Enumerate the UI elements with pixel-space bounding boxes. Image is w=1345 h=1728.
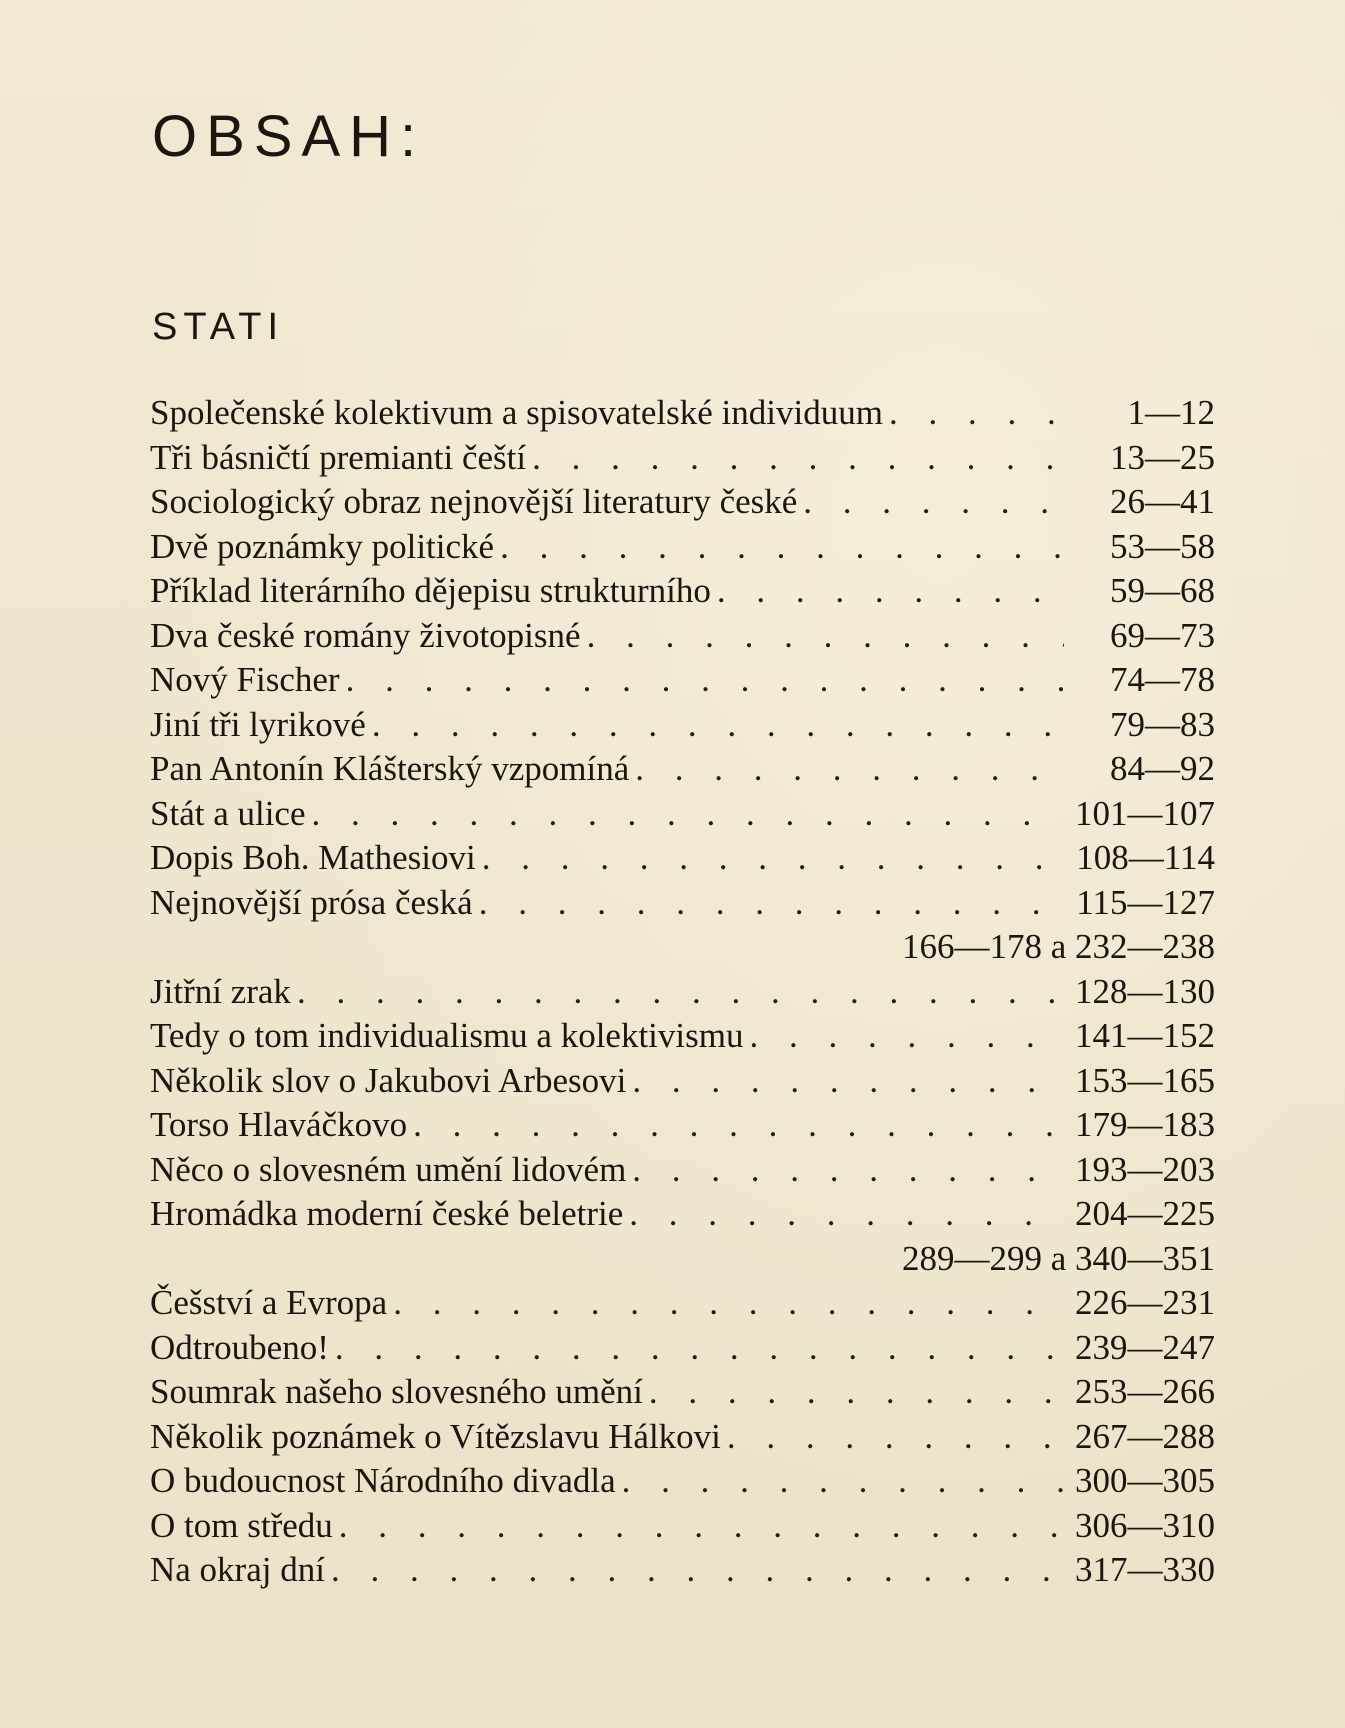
toc-entry	[150, 970, 1215, 1015]
dot-leader	[372, 703, 1064, 748]
toc-entry-title: Stát a ulice	[150, 793, 306, 833]
toc-entry-title: Jiní tři lyrikové	[150, 704, 366, 744]
dot-leader	[335, 1326, 1064, 1371]
dot-leader	[649, 1370, 1064, 1415]
toc-entry	[150, 1548, 1215, 1593]
toc-entry-title: Odtroubeno!	[150, 1327, 329, 1367]
toc-entry-pages: 226—231	[1075, 1283, 1215, 1322]
toc-entry-pages: 108—114	[1076, 838, 1215, 877]
dot-leader	[717, 569, 1064, 614]
toc-entry	[150, 1103, 1215, 1148]
toc-entry	[150, 436, 1215, 481]
toc-entry	[150, 1370, 1215, 1415]
toc-entry	[150, 1415, 1215, 1460]
toc-entry-continuation: 289—299 a 340—351	[901, 1238, 1215, 1278]
toc-entry-title: Hromádka moderní české beletrie	[150, 1194, 624, 1233]
toc-entry	[150, 525, 1215, 570]
table-of-contents	[150, 391, 1215, 1593]
toc-entry	[150, 614, 1215, 659]
toc-entry-title: Jitřní zrak	[150, 971, 291, 1011]
dot-leader	[803, 480, 1064, 525]
toc-entry	[150, 747, 1215, 792]
dot-leader	[482, 836, 1064, 881]
toc-entry	[150, 703, 1215, 748]
toc-entry	[150, 792, 1215, 837]
toc-entry-pages: 317—330	[1075, 1550, 1215, 1589]
toc-entry-title: Soumrak našeho slovesného umění	[150, 1372, 643, 1411]
toc-entry-title: O tom středu	[150, 1505, 333, 1545]
toc-entry	[150, 1014, 1215, 1059]
dot-leader	[393, 1281, 1064, 1326]
toc-entry	[150, 1326, 1215, 1371]
toc-entry-pages: 26—41	[1110, 482, 1215, 521]
toc-entry-title: Něco o slovesném umění lidovém	[150, 1149, 627, 1189]
toc-entry-title: Tedy o tom individualismu a kolektivismu	[150, 1016, 744, 1055]
toc-entry-pages: 13—25	[1110, 437, 1215, 477]
toc-entry-pages: 193—203	[1075, 1149, 1215, 1189]
dot-leader	[479, 881, 1064, 926]
toc-entry-title: Příklad literárního dějepisu strukturního	[150, 571, 711, 610]
dot-leader	[331, 1548, 1064, 1593]
dot-leader	[629, 1192, 1064, 1237]
toc-entry-pages: 1—12	[1127, 393, 1215, 432]
toc-entry-title: Češství a Evropa	[150, 1283, 388, 1322]
toc-entry-pages: 128—130	[1075, 971, 1215, 1011]
toc-entry-title: Sociologický obraz nejnovější literatury české	[150, 482, 798, 521]
section-heading: STATI	[152, 306, 285, 348]
toc-entry-title: Na okraj dní	[150, 1550, 325, 1589]
dot-leader	[635, 747, 1064, 792]
dot-leader	[297, 970, 1064, 1015]
toc-entry-pages: 253—266	[1075, 1372, 1215, 1411]
dot-leader	[632, 1148, 1064, 1193]
toc-entry	[150, 658, 1215, 703]
toc-entry	[150, 1192, 1215, 1237]
toc-entry	[150, 391, 1215, 436]
contents-heading: OBSAH:	[152, 104, 426, 169]
toc-entry-pages: 59—68	[1110, 571, 1215, 610]
toc-entry-pages: 53—58	[1110, 526, 1215, 566]
toc-entry-pages: 84—92	[1110, 749, 1215, 788]
toc-entry	[150, 1504, 1215, 1549]
toc-entry-title: Několik slov o Jakubovi Arbesovi	[150, 1060, 627, 1100]
toc-entry-title: Dvě poznámky politické	[150, 526, 495, 566]
dot-leader	[413, 1103, 1064, 1148]
dot-leader	[727, 1415, 1064, 1460]
dot-leader	[749, 1014, 1064, 1059]
toc-entry-title: Dva české romány životopisné	[150, 615, 581, 655]
toc-entry	[150, 1459, 1215, 1504]
toc-entry-pages: 141—152	[1075, 1016, 1215, 1055]
toc-entry	[150, 1281, 1215, 1326]
toc-entry	[150, 569, 1215, 614]
dot-leader	[587, 614, 1064, 659]
toc-entry	[150, 836, 1215, 881]
toc-entry-title: Nejnovější prósa česká	[150, 882, 473, 922]
toc-entry	[150, 1059, 1215, 1104]
toc-entry-title: Torso Hlaváčkovo	[150, 1105, 408, 1144]
dot-leader	[500, 525, 1064, 570]
toc-entry-title: O budoucnost Národního divadla	[150, 1461, 616, 1500]
toc-entry-pages: 239—247	[1075, 1327, 1215, 1367]
toc-entry-pages: 74—78	[1110, 660, 1215, 699]
toc-entry-title: Nový Fischer	[150, 660, 340, 699]
toc-entry-pages: 204—225	[1075, 1194, 1215, 1233]
dot-leader	[889, 391, 1064, 436]
toc-entry-pages: 101—107	[1075, 793, 1215, 833]
toc-entry-pages: 179—183	[1075, 1105, 1215, 1144]
toc-entry	[150, 881, 1215, 926]
dot-leader	[339, 1504, 1064, 1549]
toc-entry-title: Společenské kolektivum a spisovatelské individuum	[150, 393, 883, 432]
toc-entry	[150, 1148, 1215, 1193]
toc-entry-pages: 267—288	[1075, 1416, 1215, 1456]
toc-entry-pages: 306—310	[1075, 1505, 1215, 1545]
toc-entry-title: Pan Antonín Klášterský vzpomíná	[150, 749, 630, 788]
toc-entry-pages: 79—83	[1110, 704, 1215, 744]
toc-entry-pages: 69—73	[1110, 615, 1215, 655]
dot-leader	[346, 658, 1064, 703]
toc-entry-pages: 300—305	[1075, 1461, 1215, 1500]
dot-leader	[532, 436, 1064, 481]
dot-leader	[312, 792, 1064, 837]
toc-entry-pages: 153—165	[1075, 1060, 1215, 1100]
dot-leader	[632, 1059, 1064, 1104]
toc-entry-title: Tři básničtí premianti čeští	[150, 437, 527, 477]
toc-entry-title: Dopis Boh. Mathesiovi	[150, 838, 476, 877]
toc-entry-pages: 115—127	[1076, 882, 1215, 922]
toc-entry-continuation: 166—178 a 232—238	[901, 927, 1215, 966]
dot-leader	[622, 1459, 1064, 1504]
toc-entry-title: Několik poznámek o Vítězslavu Hálkovi	[150, 1416, 721, 1456]
toc-entry	[150, 480, 1215, 525]
